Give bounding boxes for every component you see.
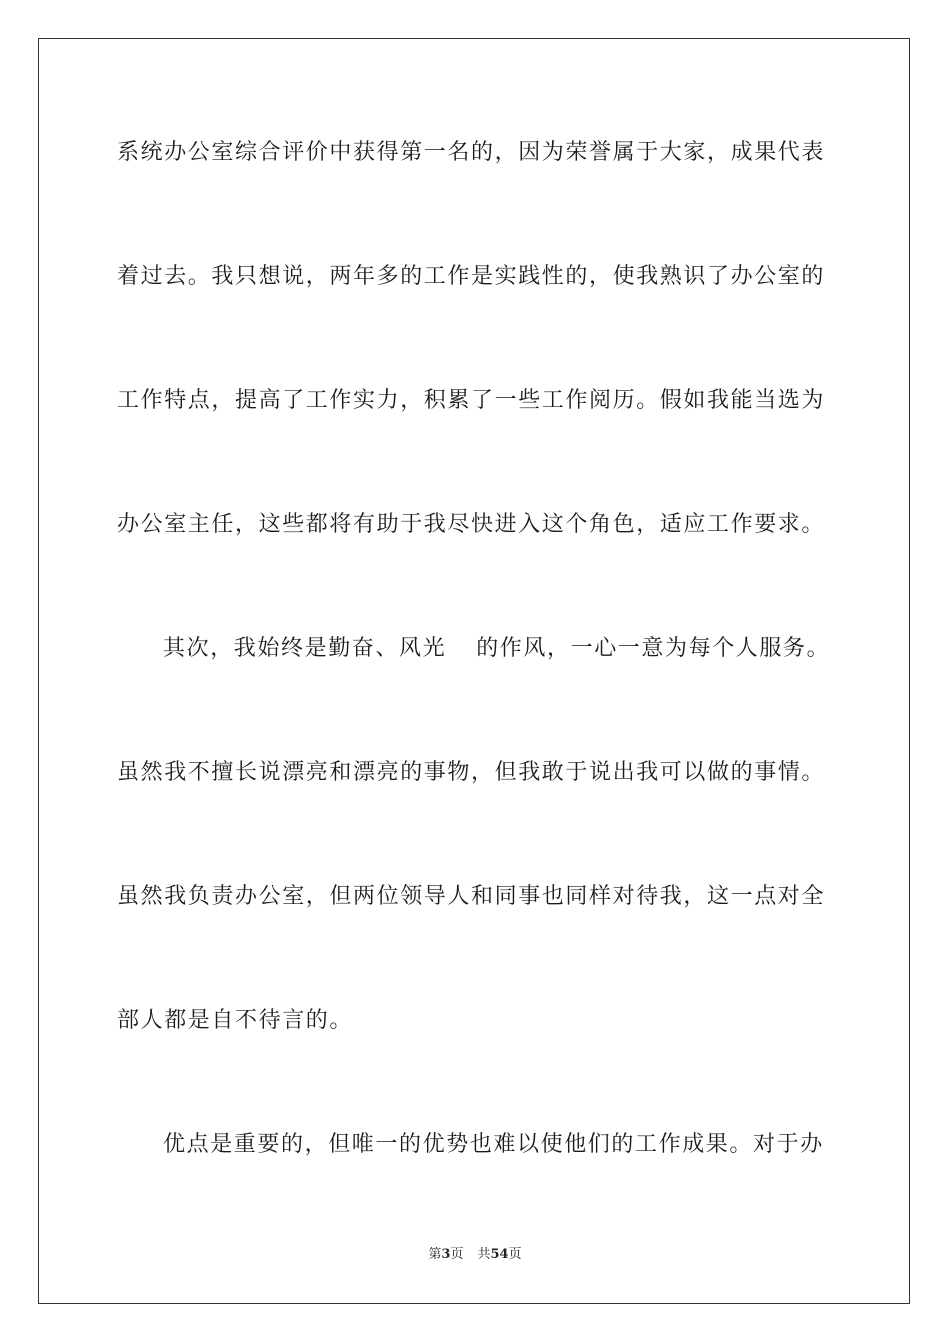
body-line-4: 办公室主任，这些都将有助于我尽快进入这个角色，适应工作要求。: [117, 512, 826, 537]
body-line-1: 系统办公室综合评价中获得第一名的，因为荣誉属于大家，成果代表: [117, 140, 826, 165]
body-line-6: 虽然我不擅长说漂亮和漂亮的事物，但我敢于说出我可以做的事情。: [117, 760, 826, 785]
body-line-5-part-2: 的作风，一心一意为每个人服务。: [476, 636, 831, 661]
footer-total-pages: 54: [490, 1247, 509, 1262]
footer-page-suffix: 页: [450, 1247, 464, 1262]
body-line-9: 优点是重要的，但唯一的优势也难以使他们的工作成果。对于办: [163, 1132, 824, 1157]
body-line-3: 工作特点，提高了工作实力，积累了一些工作阅历。假如我能当选为: [117, 388, 826, 413]
body-line-5-part-1: 其次，我始终是勤奋、风光: [163, 636, 447, 661]
body-line-2: 着过去。我只想说，两年多的工作是实践性的，使我熟识了办公室的: [117, 264, 826, 289]
body-line-7: 虽然我负责办公室，但两位领导人和同事也同样对待我，这一点对全: [117, 884, 826, 909]
footer-page-number: 3: [441, 1247, 451, 1262]
body-line-8: 部人都是自不待言的。: [117, 1008, 354, 1033]
footer-page-prefix: 第: [428, 1247, 442, 1262]
page-footer: [0, 1246, 950, 1264]
footer-total-suffix: 页: [508, 1247, 522, 1262]
page-border: [38, 38, 910, 1304]
body-line-5: [163, 635, 830, 663]
footer-total-prefix: 共: [477, 1247, 491, 1262]
